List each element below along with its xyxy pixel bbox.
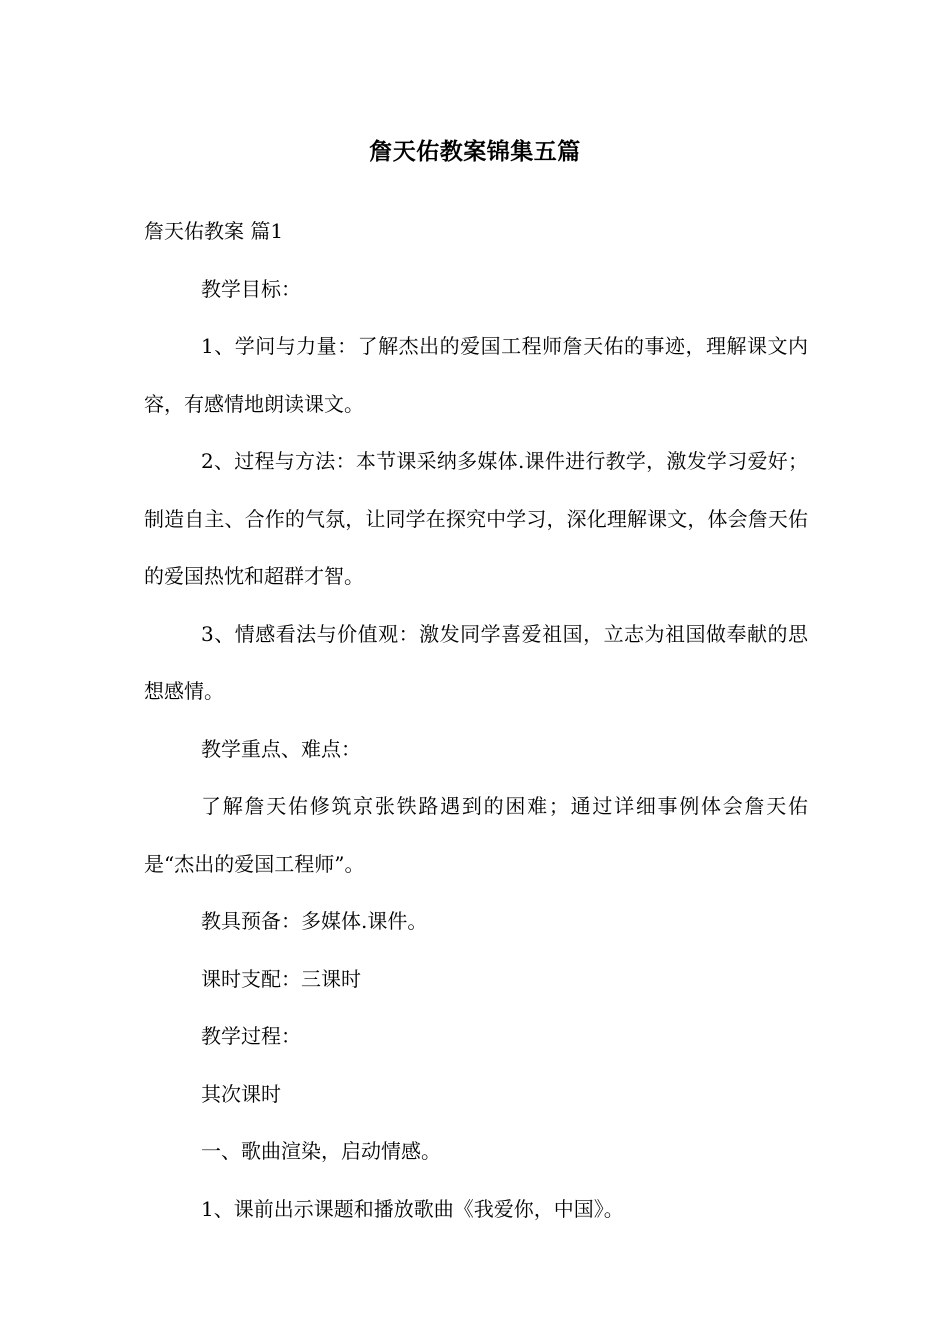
section-heading: 詹天佑教案 篇1 (144, 219, 284, 243)
paragraph-materials: 教具预备：多媒体.课件。 (201, 909, 428, 933)
paragraph-objective-3: 3、情感看法与价值观：激发同学喜爱祖国，立志为祖国做奉献的思想感情。 (144, 621, 808, 703)
paragraph-lesson-number: 其次课时 (201, 1081, 281, 1106)
paragraph-objectives-heading: 教学目标： (201, 276, 301, 301)
paragraph-key-points-heading: 教学重点、难点： (201, 736, 361, 761)
paragraph-objective-1: 1、学问与力量：了解杰出的爱国工程师詹天佑的事迹，理解课文内容，有感情地朗读课文。 (144, 334, 808, 416)
paragraph-schedule: 课时支配：三课时 (201, 966, 361, 991)
paragraph-process-heading: 教学过程： (201, 1024, 301, 1048)
paragraph-step-1: 一、歌曲渲染，启动情感。 (201, 1139, 441, 1163)
document-body (144, 203, 808, 1238)
paragraph-key-points: 了解詹天佑修筑京张铁路遇到的困难；通过详细事例体会詹天佑是“杰出的爱国工程师”。 (144, 794, 808, 876)
paragraph-objective-2: 2、过程与方法：本节课采纳多媒体.课件进行教学，激发学习爱好；制造自主、合作的气氛，让同学在探究中学习，深化理解课文，体会詹天佑的爱国热忱和超群才智。 (144, 449, 808, 588)
paragraph-step-1-1: 1、课前出示课题和播放歌曲《我爱你，中国》。 (201, 1196, 624, 1221)
document-title: 詹天佑教案锦集五篇 (369, 138, 581, 165)
